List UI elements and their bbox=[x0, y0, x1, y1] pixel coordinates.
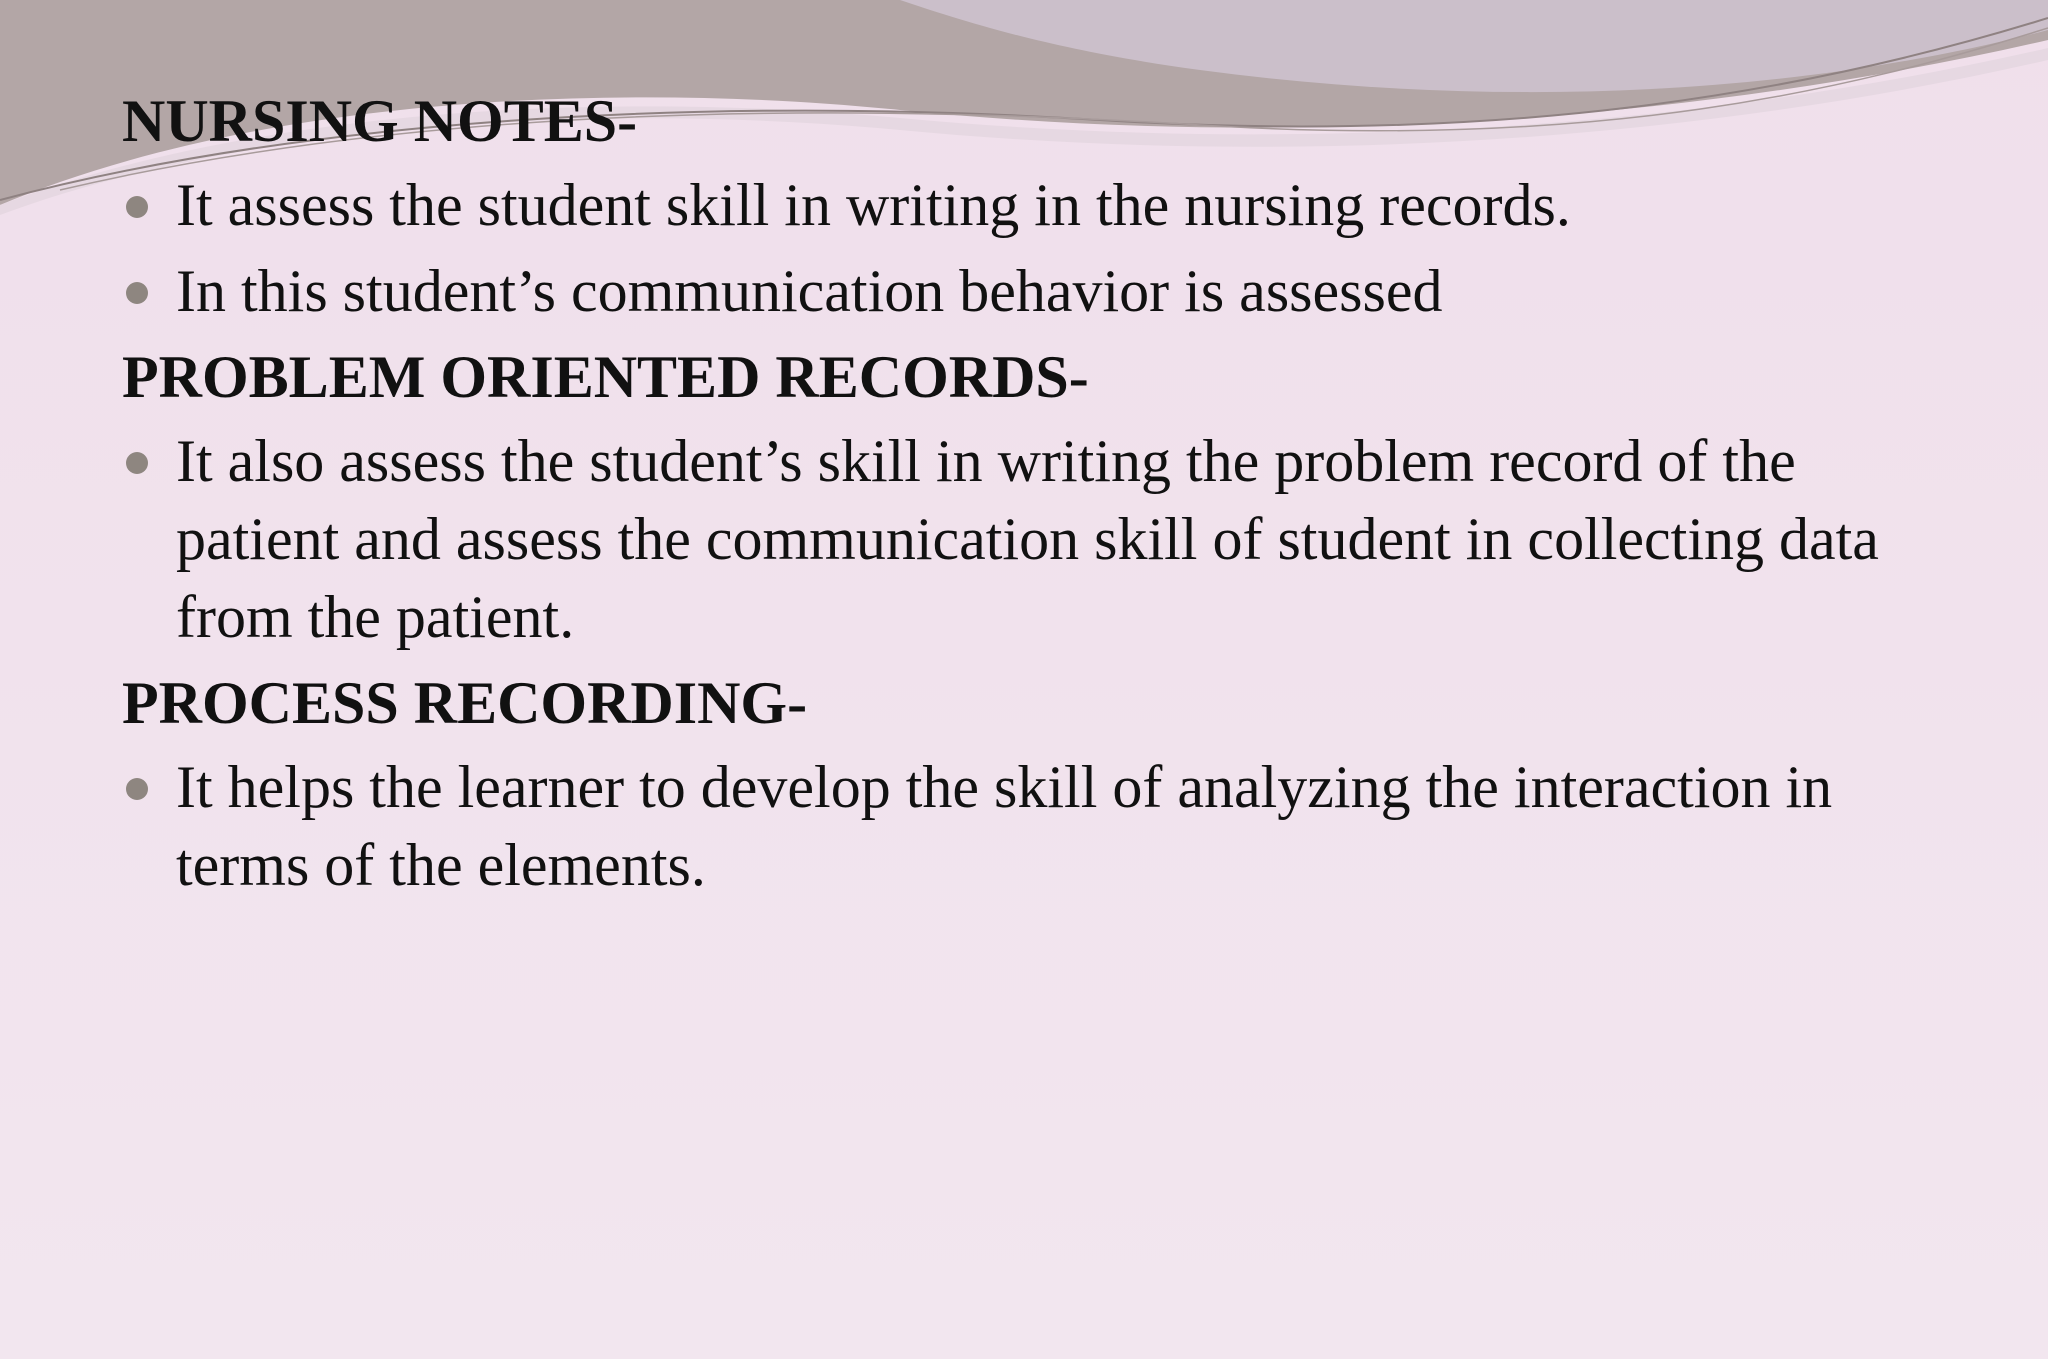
section-heading-nursing-notes: NURSING NOTES- bbox=[122, 88, 638, 154]
bullet-item bbox=[122, 422, 1952, 656]
section-heading-process-recording: PROCESS RECORDING- bbox=[122, 670, 808, 736]
section-heading-problem-oriented-records: PROBLEM ORIENTED RECORDS- bbox=[122, 344, 1089, 410]
bullet-dot-icon bbox=[126, 452, 148, 474]
bullet-item bbox=[122, 166, 1952, 244]
bullet-text: It also assess the student’s skill in writing the problem record of the patient and assess the communication skill of student in collecting data from the patient. bbox=[176, 428, 1879, 650]
bullet-dot-icon bbox=[126, 778, 148, 800]
bullet-item bbox=[122, 748, 1952, 904]
bullet-text: It assess the student skill in writing in the nursing records. bbox=[176, 172, 1571, 238]
bullet-item bbox=[122, 252, 1952, 330]
bullet-dot-icon bbox=[126, 282, 148, 304]
bullet-text: It helps the learner to develop the skill of analyzing the interaction in terms of the elements. bbox=[176, 754, 1833, 898]
bullet-dot-icon bbox=[126, 196, 148, 218]
slide-content bbox=[122, 82, 1952, 912]
bullet-text: In this student’s communication behavior is assessed bbox=[176, 258, 1443, 324]
